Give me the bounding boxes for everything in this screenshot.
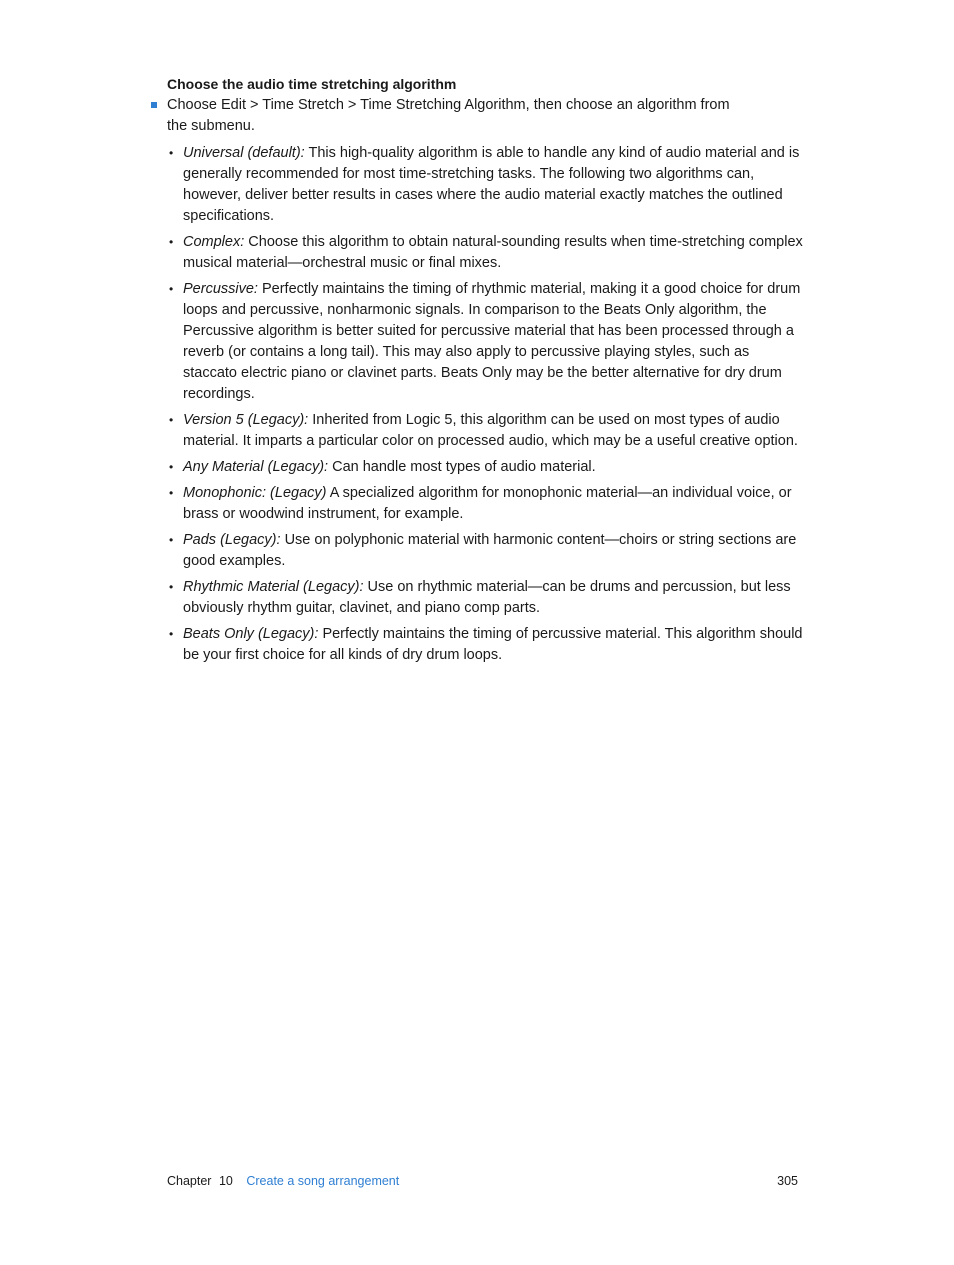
task-step-text: Choose Edit > Time Stretch > Time Stretching Algorithm, then choose an algorithm from the submenu. <box>167 97 730 134</box>
option-monophonic-legacy <box>169 483 807 525</box>
bullet-icon: • <box>169 580 174 594</box>
bullet-icon: • <box>169 146 174 160</box>
option-description: Inherited from Logic 5, this algorithm can be used on most types of audio material. It imparts a particular color on processed audio, which may be a useful creative option. <box>183 412 798 449</box>
option-description: This high-quality algorithm is able to handle any kind of audio material and is generally recommended for most time-stretching tasks. The following two algorithms can, however, deliver better results in cases where the audio material exactly matches the outlined specifications. <box>183 145 800 224</box>
bullet-icon: • <box>169 533 174 547</box>
option-description: Can handle most types of audio material. <box>332 459 596 475</box>
option-percussive <box>169 279 807 405</box>
bullet-icon: • <box>169 282 174 296</box>
option-universal <box>169 143 807 227</box>
option-term: Percussive: <box>183 281 258 297</box>
algorithm-options-list <box>167 143 807 666</box>
option-pads-legacy <box>169 530 807 572</box>
bullet-icon: • <box>169 486 174 500</box>
option-description: Perfectly maintains the timing of percussive material. This algorithm should be your first choice for all kinds of dry drum loops. <box>183 626 803 663</box>
option-complex <box>169 232 807 274</box>
option-term: Complex: <box>183 234 245 250</box>
option-description: Use on rhythmic material—can be drums and percussion, but less obviously rhythm guitar, clavinet, and piano comp parts. <box>183 579 791 616</box>
page-footer <box>167 1172 798 1190</box>
bullet-icon: • <box>169 627 174 641</box>
chapter-number: 10 <box>218 1174 233 1188</box>
bullet-icon: • <box>169 460 174 474</box>
option-beats-only-legacy <box>169 624 807 666</box>
option-rhythmic-material-legacy <box>169 577 807 619</box>
bullet-icon: • <box>169 413 174 427</box>
page-content <box>167 74 807 671</box>
option-any-material-legacy <box>169 457 807 478</box>
bullet-icon: • <box>169 235 174 249</box>
option-term: Monophonic: (Legacy) <box>183 485 327 501</box>
option-description: Perfectly maintains the timing of rhythmic material, making it a good choice for drum loops and percussive, nonharmonic signals. In comparison to the Beats Only algorithm, the Percussive algorithm is better suited for percussive material that has been processed through a reverb (or contains a long tail). This may also apply to percussive playing styles, such as staccato electric piano or clavinet parts. Beats Only may be the better alternative for dry drum recordings. <box>183 281 801 402</box>
option-term: Pads (Legacy): <box>183 532 281 548</box>
option-description: A specialized algorithm for monophonic material—an individual voice, or brass or woodwind instrument, for example. <box>183 485 792 522</box>
chapter-label: Chapter <box>167 1174 212 1188</box>
option-description: Choose this algorithm to obtain natural-sounding results when time-stretching complex musical material—orchestral music or final mixes. <box>183 234 803 271</box>
option-term: Version 5 (Legacy): <box>183 412 309 428</box>
section-heading: Choose the audio time stretching algorithm <box>167 76 457 92</box>
task-step <box>167 95 752 137</box>
step-square-icon <box>151 102 157 108</box>
option-term: Universal (default): <box>183 145 305 161</box>
option-term: Any Material (Legacy): <box>183 459 329 475</box>
option-version-5-legacy <box>169 410 807 452</box>
option-term: Rhythmic Material (Legacy): <box>183 579 364 595</box>
option-term: Beats Only (Legacy): <box>183 626 319 642</box>
page-number: 305 <box>777 1174 798 1188</box>
option-description: Use on polyphonic material with harmonic content—choirs or string sections are good examples. <box>183 532 797 569</box>
chapter-title-link[interactable]: Create a song arrangement <box>246 1174 400 1188</box>
